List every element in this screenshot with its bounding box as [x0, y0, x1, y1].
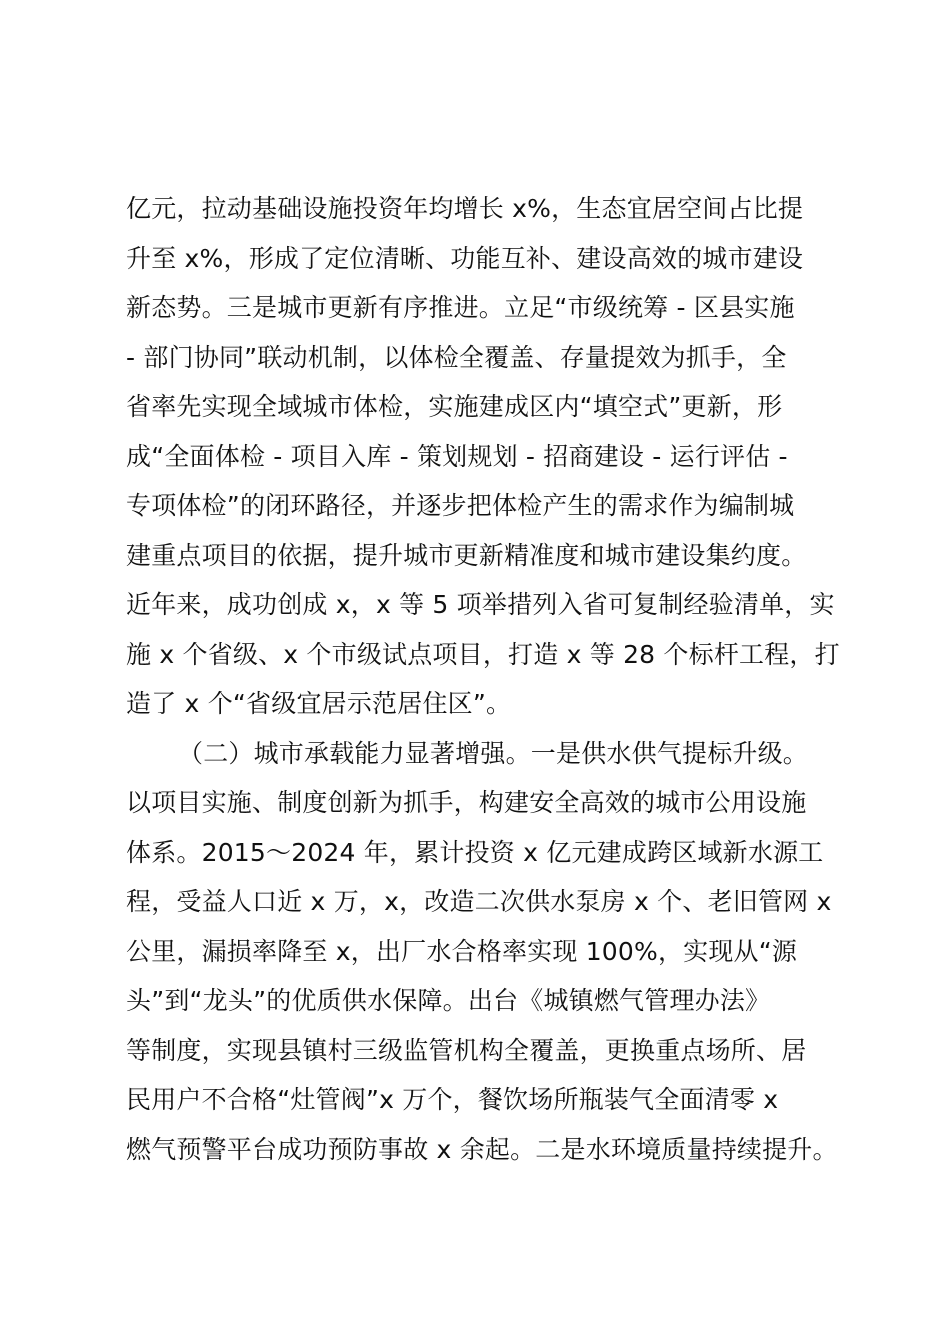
- section-heading-line: （二）城市承载能力显著增强。一是供水供气提标升级。: [178, 738, 809, 768]
- text-line-14: 体系。2015～2024 年，累计投资 x 亿元建成跨区域新水源工: [126, 837, 824, 867]
- text-line-5: 省率先实现全域城市体检，实施建成区内“填空式”更新，形: [126, 392, 783, 421]
- body-text: [126, 184, 846, 1174]
- text-line-20: 燃气预警平台成功预防事故 x 余起。二是水环境质量持续提升。: [126, 1134, 838, 1164]
- text-line-18: 等制度，实现县镇村三级监管机构全覆盖，更换重点场所、居: [126, 1035, 807, 1065]
- text-line-8: 建重点项目的依据，提升城市更新精准度和城市建设集约度。: [126, 540, 807, 570]
- text-line-6: 成“全面体检 - 项目入库 - 策划规划 - 招商建设 - 运行评估 -: [126, 441, 788, 471]
- text-line-16: 公里，漏损率降至 x，出厂水合格率实现 100%，实现从“源: [126, 936, 798, 966]
- text-line-11: 造了 x 个“省级宜居示范居住区”。: [126, 689, 512, 718]
- text-line-15: 程，受益人口近 x 万，x，改造二次供水泵房 x 个、老旧管网 x: [126, 887, 832, 916]
- text-line-4: - 部门协同”联动机制，以体检全覆盖、存量提效为抓手，全: [126, 342, 787, 372]
- text-line-1: 亿元，拉动基础设施投资年均增长 x%，生态宜居空间占比提: [126, 194, 804, 223]
- text-line-3: 新态势。三是城市更新有序推进。立足“市级统筹 - 区县实施: [126, 293, 795, 322]
- text-line-2: 升至 x%，形成了定位清晰、功能互补、建设高效的城市建设: [126, 243, 804, 273]
- text-line-13: 以项目实施、制度创新为抓手，构建安全高效的城市公用设施: [126, 788, 807, 817]
- text-line-10: 施 x 个省级、x 个市级试点项目，打造 x 等 28 个标杆工程，打: [126, 639, 840, 669]
- text-line-17: 头”到“龙头”的优质供水保障。出台《城镇燃气管理办法》: [126, 986, 771, 1015]
- text-line-9: 近年来，成功创成 x，x 等 5 项举措列入省可复制经验清单，实: [126, 590, 835, 619]
- text-line-7: 专项体检”的闭环路径，并逐步把体检产生的需求作为编制城: [126, 491, 795, 520]
- text-line-19: 民用户不合格“灶管阀”x 万个，餐饮场所瓶装气全面清零 x: [126, 1085, 779, 1114]
